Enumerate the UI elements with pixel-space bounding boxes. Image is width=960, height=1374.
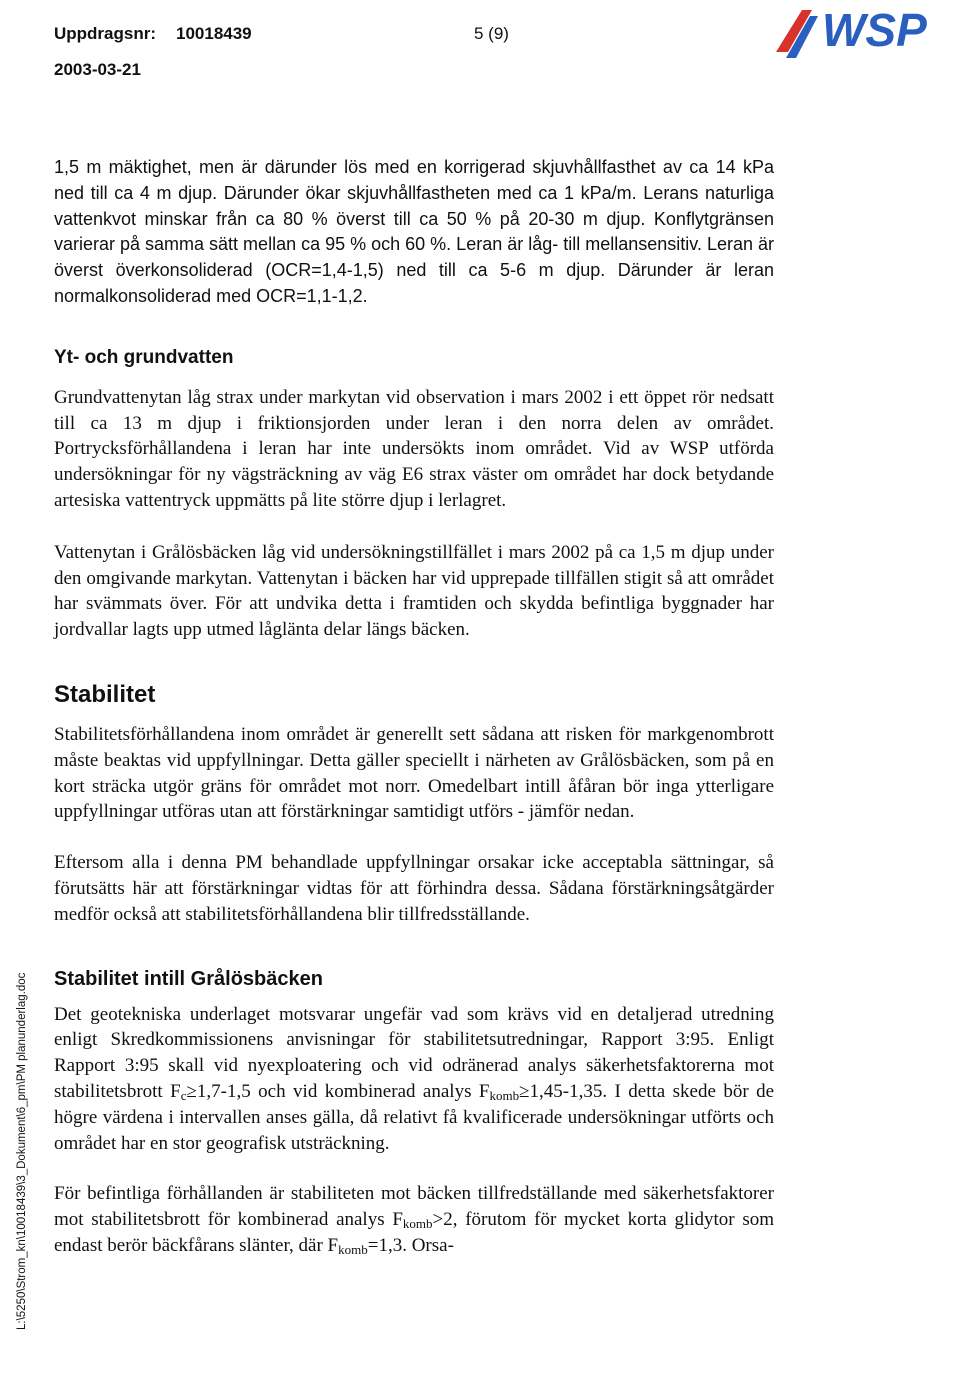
- heading-stability: Stabilitet: [54, 680, 156, 708]
- groundwater-paragraph-1: Grundvattenytan låg strax under markytan vid observation i mars 2002 i ett öppet rör nedsatt till ca 13 m djup i friktionsjorden under leran i den norra delen av området. Portrycksförhållandena i leran har inte undersökts inom området. Vid av WSP utförda undersökningar för ny vägsträckning av väg E6 strax väster om området har dock betydande artesiska vattentryck uppmätts på lite större djup i lerlagret.: [54, 386, 774, 511]
- brook-p2-subscript-2: komb: [338, 1241, 368, 1257]
- brook-p1-subscript-1: c: [180, 1087, 187, 1103]
- brook-p2-text-2: >2, förutom för mycket korta glidytor som endast berör bäckfårans slänter, där F: [54, 1209, 775, 1256]
- groundwater-paragraph-2: Vattenytan i Grålösbäcken låg vid undersökningstillfället i mars 2002 på ca 1,5 m djup under den omgivande markytan. Vattenytan i bäcken har vid upprepade tillfällen stigit så att området har svämmats över. För att undvika detta i framtiden och skydda befintliga byggnader har jordvallar lagts upp utmed låglänta delar längs bäcken.: [54, 541, 774, 641]
- page-header: [54, 22, 509, 82]
- brook-p1-subscript-2: komb: [489, 1087, 520, 1103]
- brook-paragraph-1: [54, 1002, 774, 1157]
- page-number: 5 (9): [474, 24, 509, 43]
- file-path-margin: L:\5250\Strom_kn\10018439\3_Dokument\6_pm\PM planunderlag.doc: [16, 972, 28, 1330]
- header-row: [54, 22, 509, 46]
- project-label: Uppdragsnr:: [54, 24, 156, 43]
- document-body: [54, 155, 774, 1259]
- brook-p1-text-1: Det geotekniska underlaget motsvarar ungefär vad som krävs vid en detaljerad utredning enligt Skredkommissionens anvisningar för stabilitetsutredningar, Rapport 3:95. Enligt Rapport 3:95 skall vid nyexploatering och vid odränerad analys säkerhetsfaktorerna mot stabilitetsbrott F: [54, 1003, 774, 1102]
- intro-paragraph: 1,5 m mäktighet, men är därunder lös med en korrigerad skjuvhållfasthet av ca 14 kPa ned till ca 4 m djup. Därunder ökar skjuvhållfastheten med ca 1 kPa/m. Lerans naturliga vattenkvot minskar från ca 80 % överst till ca 50 % på 20-30 m djup. Konflytgränsen varierar på samma sätt mellan ca 95 % och 60 %. Leran är låg- till mellansensitiv. Leran är överst överkonsoliderad (OCR=1,4-1,5) ned till ca 5-6 m djup. Därunder är leran normalkonsoliderad med OCR=1,1-1,2.: [54, 157, 774, 306]
- brook-p2-text-3: =1,3. Orsa-: [367, 1234, 454, 1256]
- wsp-logo: [772, 0, 960, 62]
- brook-p1-text-2: ≥1,7-1,5 och vid kombinerad analys F: [186, 1080, 490, 1102]
- brook-p2-subscript-1: komb: [402, 1216, 433, 1232]
- stability-paragraph-1: Stabilitetsförhållandena inom området är generellt sett sådana att risken för markgenombrott måste beaktas vid uppfyllningar. Detta gäller speciellt i närheten av Grålösbäcken, som på en kort sträcka utgör gräns för området mot norr. Omedelbart intill åfåran bör inga ytterligare uppfyllningar utföras utan att förstärkningar samtidigt utförs - jämför nedan.: [54, 723, 774, 823]
- stability-paragraph-2: Eftersom alla i denna PM behandlade uppfyllningar orsakar icke acceptabla sättningar, så förutsätts här att förstärkningar vidtas för att förhindra dessa. Sådana förstärkningsåtgärder medför också att stabilitetsförhållandena blir tillfredsställande.: [54, 852, 774, 925]
- brook-p1-text-3: ≥1,45-1,35. I detta skede bör de högre värdena i intervallen anses gälla, då relativt få kvalificerade undersökningar utförts och området har en stor geografisk utsträckning.: [54, 1080, 775, 1154]
- document-date: 2003-03-21: [54, 60, 141, 79]
- project-number: 10018439: [176, 24, 252, 43]
- heading-groundwater: Yt- och grundvatten: [54, 346, 234, 368]
- heading-stability-brook: Stabilitet intill Grålösbäcken: [54, 967, 323, 990]
- brook-paragraph-2: [54, 1181, 774, 1258]
- logo-wordmark: WSP: [822, 4, 927, 56]
- brook-p2-text-1: För befintliga förhållanden är stabiliteten mot bäcken tillfredställande med säkerhetsfaktorer mot stabilitetsbrott för kombinerad analys F: [54, 1183, 774, 1231]
